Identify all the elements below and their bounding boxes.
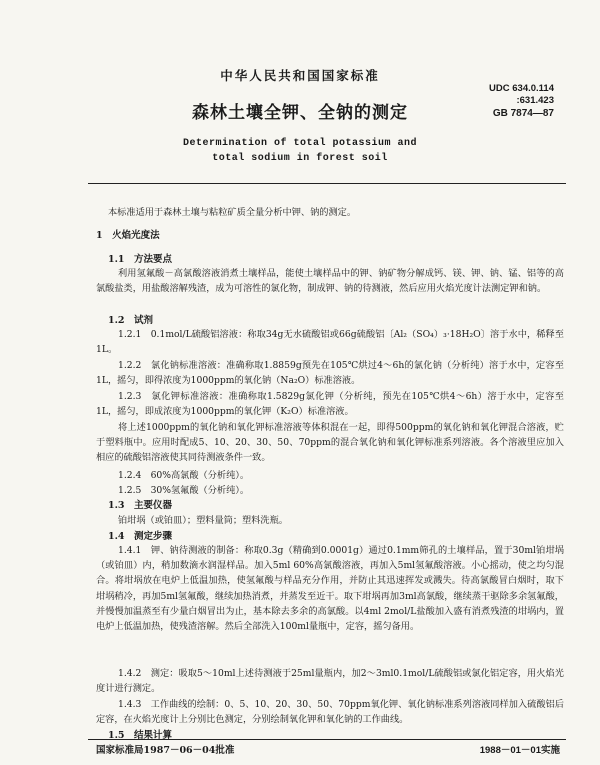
section-1-4-3: 1.4.3 工作曲线的绘制：0、5、10、20、30、50、70ppm氧化钾、氧化钠标准系列溶液同样加入硫酸铝后定容，在火焰光度计上分别比色测定，分别绘制氧化钾和氧化钠的工作曲线。: [96, 699, 564, 726]
section-1-1-heading: 1.1 方法要点: [108, 254, 173, 265]
section-1-4-1: 1.4.1 钾、钠待测液的制备：称取0.3g（精确到0.0001g）通过0.1mm筛孔的土壤样品，置于30ml铂坩埚（或铂皿）内，稍加数滴水润湿样品。加入5ml 60%高氯酸溶液，再加入5ml氢氟酸溶液。小心摇动，使之均匀混合。将坩埚放在电炉上低温加热，使氢氟酸与样品充分作用，并防止其迅速挥发或溅失。待高氯酸冒白烟时，取下坩埚稍冷，再加5ml氢氟酸，继续加热消煮，并蒸发至近干。取下坩埚再加3ml高氯酸，继续蒸干驱除多余氢氟酸，并慢慢加温蒸至有少量白烟冒出为止，基本除去多余的高氯酸。以4ml 2mol/L盐酸加入盛有消煮残渣的坩埚内，置电炉上低温加热，使残渣溶解。然后全部洗入100ml量瓶中，定容，摇匀备用。: [96, 545, 564, 633]
english-title-line-2: total sodium in forest soil: [212, 153, 388, 164]
section-1-2-3: 1.2.3 氯化钾标准溶液：准确称取1.5829g氯化钾（分析纯，预先在105℃烘4～6h）溶于水中，定容至1L，摇匀，即成浓度为1000ppm的氧化钾（K₂O）标准溶液。: [96, 391, 564, 418]
approval-date: 国家标准局1987－06－04批准: [96, 745, 235, 756]
section-1-2-2: 1.2.2 氯化钠标准溶液：准确称取1.8859g预先在105℃烘过4～6h的氯化钠（分析纯）溶于水中，定容至1L，摇匀，即得浓度为1000ppm的氧化钠（Na₂O）标准溶液。: [96, 360, 564, 387]
section-1-4-heading: 1.4 测定步骤: [108, 531, 173, 542]
section-1-heading: 1 火焰光度法: [96, 230, 160, 241]
section-1-2-5: 1.2.5 30%氢氟酸（分析纯）。: [118, 485, 250, 496]
document-title: 森林土壤全钾、全钠的测定: [192, 103, 408, 123]
udc-line-2: :631.423: [516, 95, 554, 106]
gb-code: GB 7874—87: [492, 108, 554, 119]
section-1-5-heading: 1.5 结果计算: [108, 730, 173, 741]
nation-standard-title: 中华人民共和国国家标准: [220, 68, 380, 83]
english-title-line-1: Determination of total potassium and: [182, 138, 418, 149]
header-divider: [88, 183, 566, 184]
section-1-3-heading: 1.3 主要仪器: [108, 500, 173, 511]
scope-paragraph: 本标准适用于森林土壤与粘粒矿质全量分析中钾、钠的测定。: [108, 207, 357, 218]
section-1-1-text: 利用氢氟酸－高氯酸溶液消煮土壤样品，能使土壤样品中的钾、钠矿物分解成钙、镁、钾、钠、锰、铝等的高氯酸盐类，用盐酸溶解残渣，成为可溶性的氯化物，制成钾、钠的待测液，然后应用火焰光度计法测定钾和钠。: [96, 268, 564, 295]
udc-line-1: UDC 634.0.114: [489, 83, 554, 94]
section-1-3-text: 铂坩埚（或铂皿）；塑料量筒；塑料洗瓶。: [118, 515, 288, 526]
footer-divider: [88, 739, 566, 740]
section-1-2-1: 1.2.1 0.1mol/L硫酸铝溶液：称取34g无水硫酸铝或66g硫酸铝〔Al₂（SO₄）₃·18H₂O〕溶于水中，稀释至1L。: [96, 329, 564, 356]
effective-date: 1988－01－01实施: [479, 745, 560, 756]
section-1-2-3-mix: 将上述1000ppm的氧化钠和氧化钾标准溶液等体积混在一起，即得500ppm的氧化钠和氧化钾混合溶液，贮于塑料瓶中。应用时配成5、10、20、30、50、70ppm的混合氧化钠和氧化钾标准系列溶液。各个溶液里应加入相应的硫酸铝溶液使其同待测液条件一致。: [96, 422, 564, 464]
section-1-2-heading: 1.2 试剂: [108, 315, 154, 326]
section-1-4-2: 1.4.2 测定：吸取5～10ml上述待测液于25ml量瓶内，加2～3ml0.1mol/L硫酸铝或氯化铝定容，用火焰光度计进行测定。: [96, 668, 564, 695]
section-1-2-4: 1.2.4 60%高氯酸（分析纯）。: [118, 470, 250, 481]
